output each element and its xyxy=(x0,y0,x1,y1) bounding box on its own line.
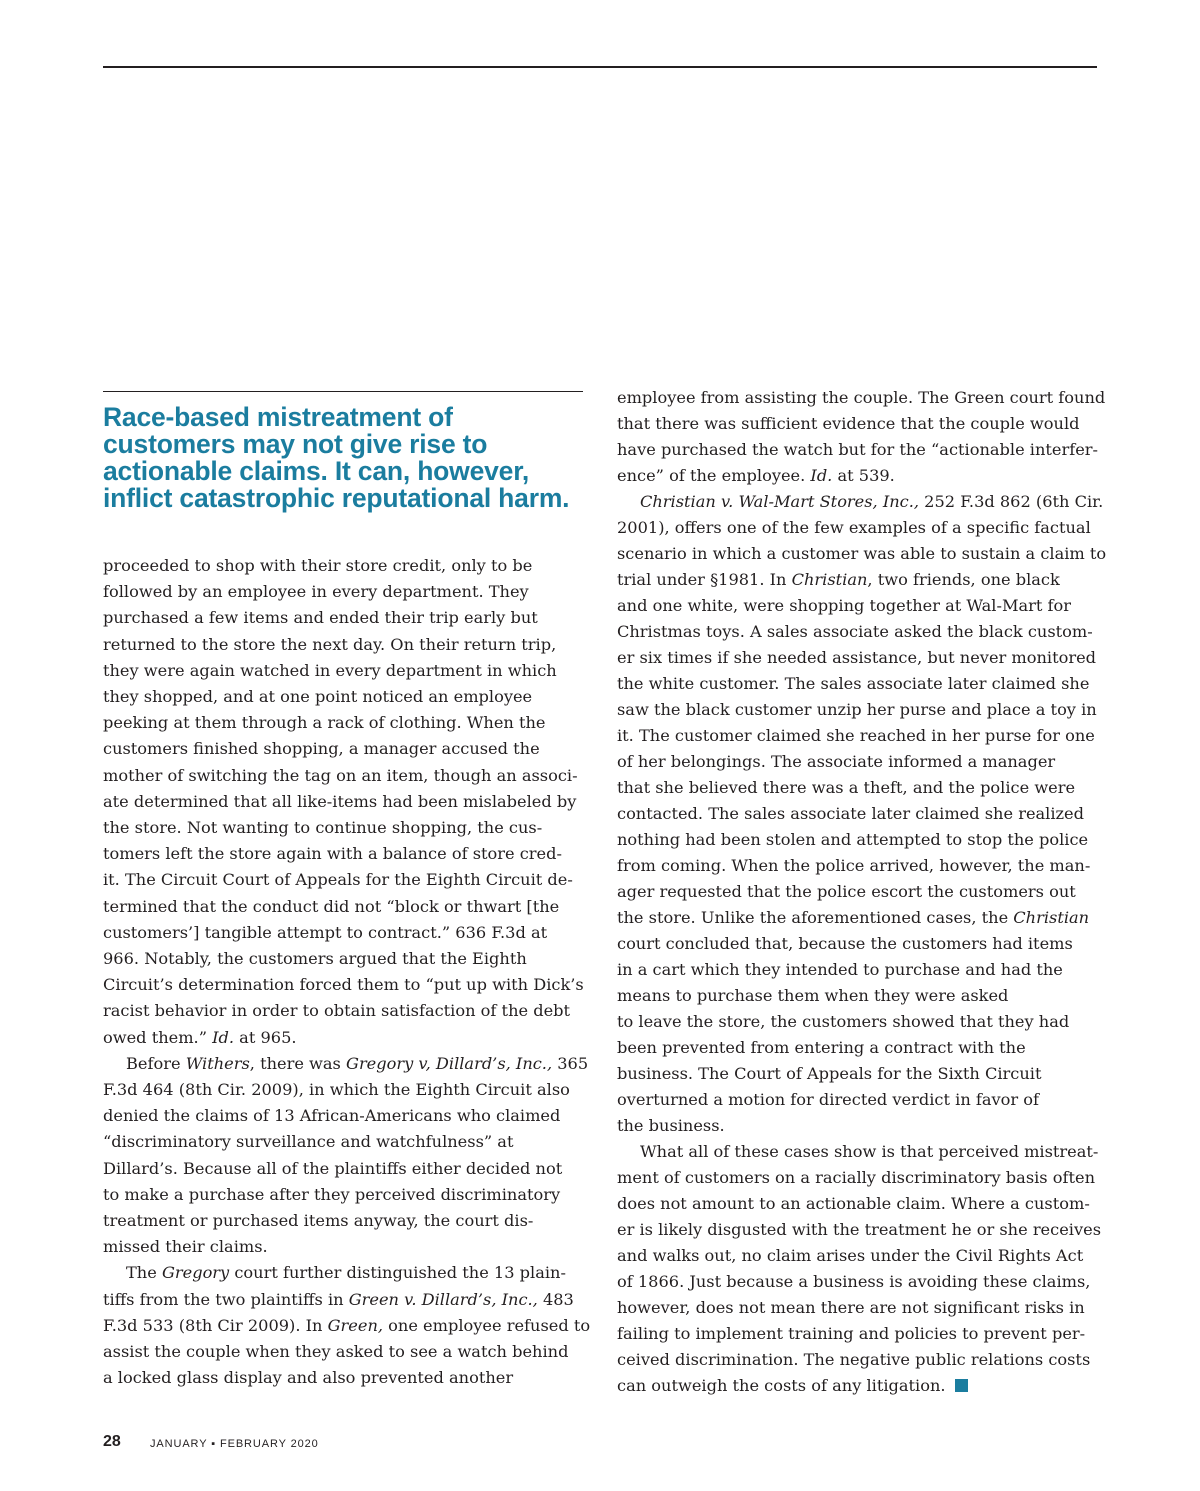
right-body-line: the white customer. The sales associate later claimed she xyxy=(617,674,1090,693)
left-body-line: customers finished shopping, a manager accused the xyxy=(103,739,540,759)
pullquote: Race-based mistreatment of customers may not give rise to actionable claims. It can, however, inflict catastrophic reputational harm. xyxy=(103,402,570,513)
left-body-line: mother of switching the tag on an item, though an associ- xyxy=(103,765,578,785)
left-body-line: followed by an employee in every department. They xyxy=(103,582,529,602)
right-body-line: nothing had been stolen and attempted to stop the police xyxy=(617,830,1089,849)
left-body-line: it. The Circuit Court of Appeals for the Eighth Circuit de- xyxy=(103,870,573,890)
issue-date: JANUARY ▪ FEBRUARY 2020 xyxy=(150,1438,319,1450)
right-body-line: and walks out, no claim arises under the Civil Rights Act xyxy=(617,1246,1084,1265)
left-body-line: proceeded to shop with their store credit, only to be xyxy=(103,556,533,575)
right-body-line: What all of these cases show is that perceived mistreat- xyxy=(640,1142,1099,1161)
left-body-line: The Gregory court further distinguished the 13 plain- xyxy=(126,1263,566,1283)
right-body-line: business. The Court of Appeals for the Sixth Circuit xyxy=(617,1064,1042,1083)
right-body-line: from coming. When the police arrived, however, the man- xyxy=(617,856,1091,875)
left-body-line: treatment or purchased items anyway, the court dis- xyxy=(103,1211,534,1230)
left-body-line: missed their claims. xyxy=(103,1237,268,1257)
right-body-line: trial under §1981. In Christian, two friends, one black xyxy=(617,570,1060,589)
top-rule xyxy=(103,66,1097,68)
right-body-line: of 1866. Just because a business is avoiding these claims, xyxy=(617,1272,1091,1291)
right-body-line: overturned a motion for directed verdict in favor of xyxy=(617,1090,1040,1109)
right-body-line: failing to implement training and policies to prevent per- xyxy=(617,1324,1086,1343)
left-body-line: tomers left the store again with a balance of store cred- xyxy=(103,844,562,864)
right-body-line: contacted. The sales associate later claimed she realized xyxy=(617,804,1085,823)
left-body-line: Circuit’s determination forced them to “put up with Dick’s xyxy=(103,975,584,995)
left-body-line: purchased a few items and ended their trip early but xyxy=(103,608,538,628)
right-body-line: ment of customers on a racially discriminatory basis often xyxy=(617,1168,1096,1187)
right-body-line: does not amount to an actionable claim. Where a custom- xyxy=(617,1194,1090,1213)
right-body-line: however, does not mean there are not significant risks in xyxy=(617,1298,1085,1317)
right-body-line: court concluded that, because the customers had items xyxy=(617,934,1073,953)
right-body-line: scenario in which a customer was able to sustain a claim to xyxy=(617,544,1107,563)
right-body-line: and one white, were shopping together at Wal-Mart for xyxy=(617,596,1072,615)
left-body-line: Dillard’s. Because all of the plaintiffs either decided not xyxy=(103,1158,563,1178)
pullquote-rule xyxy=(103,391,583,392)
page-number: 28 xyxy=(103,1433,121,1450)
right-body-line: Christian v. Wal-Mart Stores, Inc., 252 F.3d 862 (6th Cir. xyxy=(640,492,1104,511)
left-body-line: customers’] tangible attempt to contract.” 636 F.3d at xyxy=(103,922,548,942)
left-body-line: Before Withers, there was Gregory v, Dillard’s, Inc., 365 xyxy=(126,1053,589,1073)
right-body-line: the store. Unlike the aforementioned cases, the Christian xyxy=(617,908,1090,927)
left-body-line: F.3d 533 (8th Cir 2009). In Green, one employee refused to xyxy=(103,1315,591,1335)
right-body-line: can outweigh the costs of any litigation. xyxy=(617,1373,968,1399)
right-body-line: saw the black customer unzip her purse and place a toy in xyxy=(617,700,1097,719)
left-body-line: F.3d 464 (8th Cir. 2009), in which the Eighth Circuit also xyxy=(103,1080,570,1099)
end-of-article-mark xyxy=(955,1379,968,1392)
right-body-line: ence” of the employee. Id. at 539. xyxy=(617,466,895,485)
left-body-line: peeking at them through a rack of clothing. When the xyxy=(103,713,546,733)
left-body-line: “discriminatory surveillance and watchfulness” at xyxy=(103,1132,514,1152)
left-body-line: termined that the conduct did not “block or thwart [the xyxy=(103,896,560,916)
right-body-line: the business. xyxy=(617,1116,725,1135)
right-body-line: have purchased the watch but for the “actionable interfer- xyxy=(617,440,1098,459)
right-body-line: 2001), offers one of the few examples of a specific factual xyxy=(617,518,1091,537)
left-body-line: ate determined that all like-items had been mislabeled by xyxy=(103,791,577,811)
right-body-line: in a cart which they intended to purchase and had the xyxy=(617,960,1063,979)
right-body-line: ceived discrimination. The negative public relations costs xyxy=(617,1350,1091,1369)
right-body-line: been prevented from entering a contract with the xyxy=(617,1038,1026,1057)
right-body-line: er six times if she needed assistance, but never monitored xyxy=(617,648,1097,667)
right-body-line: ager requested that the police escort the customers out xyxy=(617,882,1076,901)
right-body-line: that there was sufficient evidence that the couple would xyxy=(617,414,1080,433)
right-body-line: of her belongings. The associate informed a manager xyxy=(617,752,1056,771)
left-body-line: 966. Notably, the customers argued that the Eighth xyxy=(103,949,527,968)
left-body-line: to make a purchase after they perceived discriminatory xyxy=(103,1184,561,1204)
right-body-line: to leave the store, the customers showed that they had xyxy=(617,1012,1070,1031)
left-body-line: tiffs from the two plaintiffs in Green v. Dillard’s, Inc., 483 xyxy=(103,1289,574,1309)
left-body-line: denied the claims of 13 African-Americans who claimed xyxy=(103,1106,561,1126)
left-body-line: assist the couple when they asked to see a watch behind xyxy=(103,1342,569,1361)
left-body-line: a locked glass display and also prevented another xyxy=(103,1368,514,1388)
right-body-line: it. The customer claimed she reached in her purse for one xyxy=(617,726,1095,745)
right-body-line: employee from assisting the couple. The Green court found xyxy=(617,388,1106,407)
left-body-line: owed them.” Id. at 965. xyxy=(103,1027,297,1047)
right-body-line: means to purchase them when they were asked xyxy=(617,986,1009,1005)
left-body-line: they were again watched in every department in which xyxy=(103,660,557,680)
left-body-line: the store. Not wanting to continue shopping, the cus- xyxy=(103,818,543,837)
left-body-line: racist behavior in order to obtain satisfaction of the debt xyxy=(103,1001,571,1021)
right-body-line: er is likely disgusted with the treatment he or she receives xyxy=(617,1220,1101,1239)
right-body-line: that she believed there was a theft, and the police were xyxy=(617,778,1076,797)
right-body-line: Christmas toys. A sales associate asked the black custom- xyxy=(617,622,1093,641)
left-body-line: they shopped, and at one point noticed an employee xyxy=(103,687,533,706)
left-body-line: returned to the store the next day. On their return trip, xyxy=(103,634,557,654)
